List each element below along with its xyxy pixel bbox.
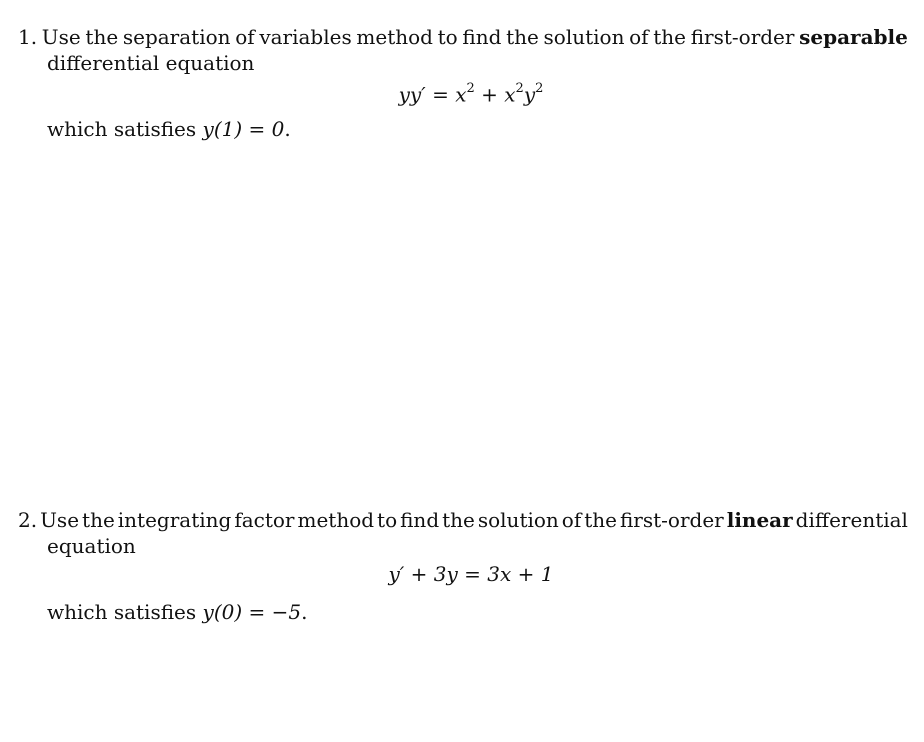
problem-1-line-2: differential equation (47, 51, 255, 75)
condition-2: which satisfies y(0) = −5. (47, 600, 308, 624)
problem-2 (18, 507, 908, 625)
condition-2-math: y(0) = −5 (202, 600, 302, 624)
keyword-separable: separable (799, 25, 908, 49)
problem-2-line-1: 2. Use the integrating factor method to find the solution of the first-order linear differential (18, 508, 908, 532)
equation-1: $yy' = x^2 + x^2y^2$ (398, 81, 544, 107)
equation-2: y′ + 3y = 3x + 1 (388, 562, 554, 586)
problem-1-line-1: 1. Use the separation of variables method to find the solution of the first-order separable (18, 25, 908, 49)
problem-1 (18, 24, 908, 142)
problem-2-line-2: equation (47, 534, 136, 558)
problem-number: 2. (18, 508, 38, 532)
condition-1-math: y(1) = 0 (202, 117, 285, 141)
keyword-linear: linear (726, 508, 793, 532)
condition-1: which satisfies y(1) = 0. (47, 117, 291, 141)
problem-number: 1. (18, 25, 38, 49)
